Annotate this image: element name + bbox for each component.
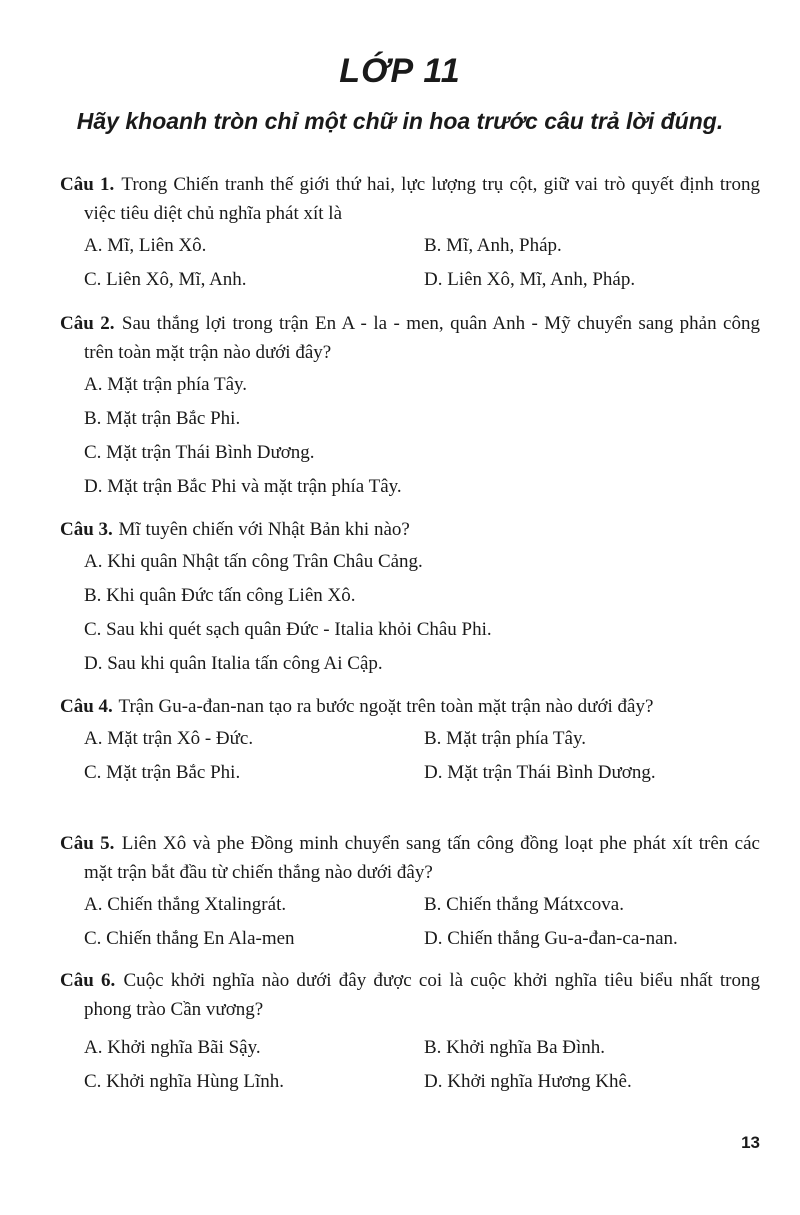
question-label: Câu 4. <box>60 696 113 717</box>
question-stem <box>60 692 760 721</box>
question-6 <box>60 966 760 1098</box>
option-b[interactable]: B. Mặt trận phía Tây. <box>424 727 586 749</box>
page-number: 13 <box>741 1133 760 1152</box>
option-a[interactable]: A. Mĩ, Liên Xô. <box>84 234 207 256</box>
question-text: Sau thắng lợi trong trận En A - la - men, quân Anh - Mỹ chuyển sang phản công trên toàn mặt trận nào dưới đây? <box>84 313 760 363</box>
question-stem <box>60 966 760 1024</box>
answer-options <box>84 228 760 296</box>
question-4 <box>60 692 760 789</box>
question-1 <box>60 170 760 296</box>
page-title: LỚP 11 <box>339 52 461 90</box>
option-d[interactable]: D. Sau khi quân Italia tấn công Ai Cập. <box>84 652 383 674</box>
option-d[interactable]: D. Mặt trận Bắc Phi và mặt trận phía Tây. <box>84 475 402 497</box>
option-a[interactable]: A. Khởi nghĩa Bãi Sậy. <box>84 1036 261 1058</box>
question-stem <box>60 829 760 887</box>
answer-options <box>84 721 760 789</box>
option-b[interactable]: B. Mặt trận Bắc Phi. <box>84 407 241 429</box>
question-label: Câu 6. <box>60 970 116 991</box>
question-3 <box>60 515 760 680</box>
answer-options <box>84 1030 760 1098</box>
question-stem <box>60 170 760 228</box>
option-c[interactable]: C. Khởi nghĩa Hùng Lĩnh. <box>84 1070 285 1092</box>
option-b[interactable]: B. Mĩ, Anh, Pháp. <box>424 234 562 256</box>
option-b[interactable]: B. Chiến thắng Mátxcova. <box>424 893 624 915</box>
option-d[interactable]: D. Mặt trận Thái Bình Dương. <box>424 761 656 783</box>
option-c[interactable]: C. Chiến thắng En Ala-men <box>84 927 295 949</box>
question-stem <box>60 515 760 544</box>
question-text: Cuộc khởi nghĩa nào dưới đây được coi là cuộc khởi nghĩa tiêu biểu nhất trong phong trào Cần vương? <box>84 970 760 1020</box>
option-d[interactable]: D. Khởi nghĩa Hương Khê. <box>424 1070 632 1092</box>
option-c[interactable]: C. Mặt trận Bắc Phi. <box>84 761 241 783</box>
question-label: Câu 2. <box>60 313 115 334</box>
question-text: Trong Chiến tranh thế giới thứ hai, lực lượng trụ cột, giữ vai trò quyết định trong việc tiêu diệt chủ nghĩa phát xít là <box>84 174 760 224</box>
option-d[interactable]: D. Chiến thắng Gu-a-đan-ca-nan. <box>424 927 678 949</box>
answer-options <box>84 887 760 955</box>
question-label: Câu 1. <box>60 174 115 195</box>
question-stem <box>60 309 760 367</box>
option-c[interactable]: C. Sau khi quét sạch quân Đức - Italia khỏi Châu Phi. <box>84 618 492 640</box>
question-2 <box>60 309 760 503</box>
option-c[interactable]: C. Mặt trận Thái Bình Dương. <box>84 441 315 463</box>
option-c[interactable]: C. Liên Xô, Mĩ, Anh. <box>84 268 247 290</box>
question-label: Câu 5. <box>60 833 115 854</box>
answer-options <box>84 544 760 680</box>
option-b[interactable]: B. Khởi nghĩa Ba Đình. <box>424 1036 606 1058</box>
option-d[interactable]: D. Liên Xô, Mĩ, Anh, Pháp. <box>424 268 636 290</box>
option-a[interactable]: A. Mặt trận Xô - Đức. <box>84 727 254 749</box>
question-5 <box>60 829 760 955</box>
question-text: Trận Gu-a-đan-nan tạo ra bước ngoặt trên toàn mặt trận nào dưới đây? <box>118 696 654 717</box>
option-a[interactable]: A. Chiến thắng Xtalingrát. <box>84 893 287 915</box>
option-a[interactable]: A. Mặt trận phía Tây. <box>84 373 248 395</box>
option-b[interactable]: B. Khi quân Đức tấn công Liên Xô. <box>84 584 356 606</box>
question-text: Mĩ tuyên chiến với Nhật Bản khi nào? <box>118 519 410 540</box>
answer-options <box>84 367 760 503</box>
option-a[interactable]: A. Khi quân Nhật tấn công Trân Châu Cảng. <box>84 550 423 572</box>
instruction-text: Hãy khoanh tròn chỉ một chữ in hoa trước câu trả lời đúng. <box>76 108 724 134</box>
question-text: Liên Xô và phe Đồng minh chuyển sang tấn công đồng loạt phe phát xít trên các mặt trận bắt đầu từ chiến thắng nào dưới đây? <box>84 833 760 883</box>
question-label: Câu 3. <box>60 519 113 540</box>
